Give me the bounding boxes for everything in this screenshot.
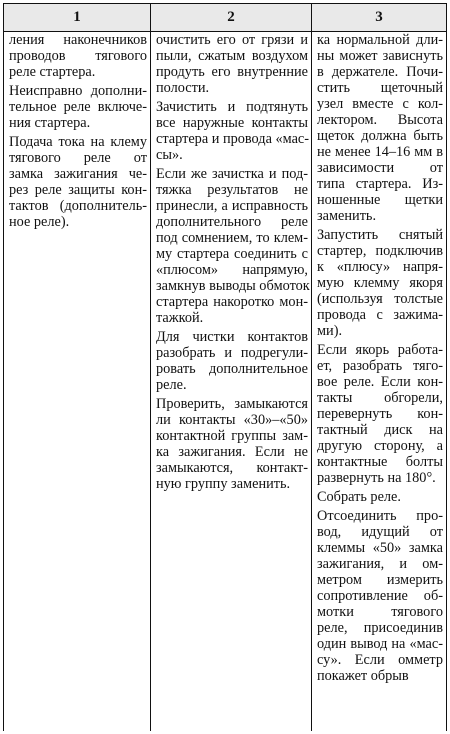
text-line: ка зажигания. Если не (156, 444, 308, 460)
text-line: мую клемму якоря (317, 275, 443, 291)
paragraph (312, 227, 446, 339)
text-line: стить щеточный (317, 80, 443, 96)
text-line: ления наконечников (9, 32, 147, 48)
text-line: вое реле. Если кон- (317, 374, 443, 390)
text-line: ны может зависнуть (317, 48, 443, 64)
text-line: су». Если омметр (317, 652, 443, 668)
column-1-cell (4, 32, 151, 732)
text-line: заменить. (317, 208, 377, 224)
text-line: тактов (дополнитель- (9, 198, 147, 214)
text-line: Подача тока на клему (9, 134, 147, 150)
document-page (3, 3, 446, 731)
text-line: Проверить, замыкаются (156, 396, 308, 412)
text-line: типа стартера. Из- (317, 176, 443, 192)
column-3-cell (312, 32, 447, 732)
paragraph (151, 329, 311, 393)
text-line: продуть его внутренние (156, 64, 308, 80)
text-line: Если якорь работа- (317, 342, 443, 358)
text-line: метром измерить (317, 572, 443, 588)
text-line: ния стартера. (9, 115, 91, 131)
text-line: сопротивление об- (317, 588, 443, 604)
text-line: сы». (156, 147, 183, 163)
text-line: Зачистить и подтянуть (156, 99, 308, 115)
text-line: ношенные щетки (317, 192, 443, 208)
text-line: принесли, а исправность (156, 198, 308, 214)
text-line: все наружные контакты (156, 115, 308, 131)
text-line: другую сторону, а (317, 438, 443, 454)
text-line: контактные болты (317, 454, 443, 470)
paragraph (4, 134, 150, 230)
text-line: тягового реле от (9, 150, 147, 166)
text-line: Если же зачистка и под- (156, 166, 308, 182)
text-line: полости. (156, 80, 210, 96)
text-line: дополнительного реле (156, 214, 308, 230)
text-line: тяжка результатов не (156, 182, 308, 198)
text-line: контактной группы зам- (156, 428, 308, 444)
text-line: зажигания, и ом- (317, 556, 443, 572)
paragraph (4, 83, 150, 131)
text-line: не менее 14–16 мм в (317, 144, 443, 160)
text-line: реле, присоединив (317, 620, 443, 636)
text-line: стартер, подключив (317, 243, 443, 259)
text-line: лектором. Высота (317, 112, 443, 128)
column-2-cell (151, 32, 312, 732)
text-line: такты обгорели, (317, 390, 443, 406)
column-header-2: 2 (151, 4, 312, 32)
text-line: Запустить снятый (317, 227, 443, 243)
text-line: под сомнением, то клем- (156, 230, 308, 246)
text-line: пыли, сжатым воздухом (156, 48, 308, 64)
text-line: (используя толстые (317, 291, 443, 307)
troubleshooting-table (3, 3, 447, 731)
paragraph (312, 489, 446, 505)
paragraph (312, 342, 446, 486)
text-line: провода с зажима- (317, 307, 443, 323)
text-line: замка зажигания че- (9, 166, 147, 182)
text-line: Собрать реле. (317, 489, 401, 505)
text-line: разобрать и подрегули- (156, 345, 308, 361)
paragraph (151, 32, 311, 96)
paragraph (312, 508, 446, 684)
column-header-1: 1 (4, 4, 151, 32)
text-line: ную группу заменить. (156, 476, 291, 492)
text-line: ми). (317, 323, 343, 339)
text-line: мотки тягового (317, 604, 443, 620)
text-line: один вывод на «мас- (317, 636, 443, 652)
text-line: покажет обрыв (317, 668, 409, 684)
text-line: реле. (156, 377, 187, 393)
text-line: Отсоединить про- (317, 508, 443, 524)
text-line: зависимости от (317, 160, 443, 176)
text-line: тельное реле включе- (9, 99, 147, 115)
text-line: развернуть на 180°. (317, 470, 436, 486)
text-line: ное реле). (9, 214, 70, 230)
text-line: узел вместе с кол- (317, 96, 443, 112)
text-line: замыкаются, контакт- (156, 460, 308, 476)
paragraph (312, 32, 446, 224)
header-row (4, 4, 447, 32)
text-line: очистить его от грязи и (156, 32, 308, 48)
text-line: му стартера соединить с (156, 246, 308, 262)
text-line: вод, идущий от (317, 524, 443, 540)
paragraph (151, 166, 311, 326)
text-line: к «плюсу» напря- (317, 259, 443, 275)
text-line: «плюсом» напрямую, (156, 262, 308, 278)
text-line: стартера и провода «мас- (156, 131, 310, 147)
text-line: Для чистки контактов (156, 329, 308, 345)
text-line: ет, разобрать тяго- (317, 358, 443, 374)
text-line: ка нормальной дли- (317, 32, 443, 48)
text-line: перевернуть кон- (317, 406, 443, 422)
text-line: реле стартера. (9, 64, 96, 80)
text-line: щеток должна быть (317, 128, 443, 144)
text-line: ровать дополнительное (156, 361, 308, 377)
text-line: в держателе. Почи- (317, 64, 443, 80)
paragraph (151, 99, 311, 163)
text-line: клеммы «50» замка (317, 540, 443, 556)
text-line: стартера накоротко мон- (156, 294, 308, 310)
text-line: Неисправно дополни- (9, 83, 147, 99)
text-line: ли контакты «30»–«50» (156, 412, 308, 428)
paragraph (4, 32, 150, 80)
table-row (4, 32, 447, 732)
paragraph (151, 396, 311, 492)
text-line: тажкой. (156, 310, 204, 326)
text-line: замкнув выводы обмоток (156, 278, 310, 294)
text-line: рез реле защиты кон- (9, 182, 147, 198)
text-line: тактный диск на (317, 422, 443, 438)
column-header-3: 3 (312, 4, 447, 32)
text-line: проводов тягового (9, 48, 147, 64)
